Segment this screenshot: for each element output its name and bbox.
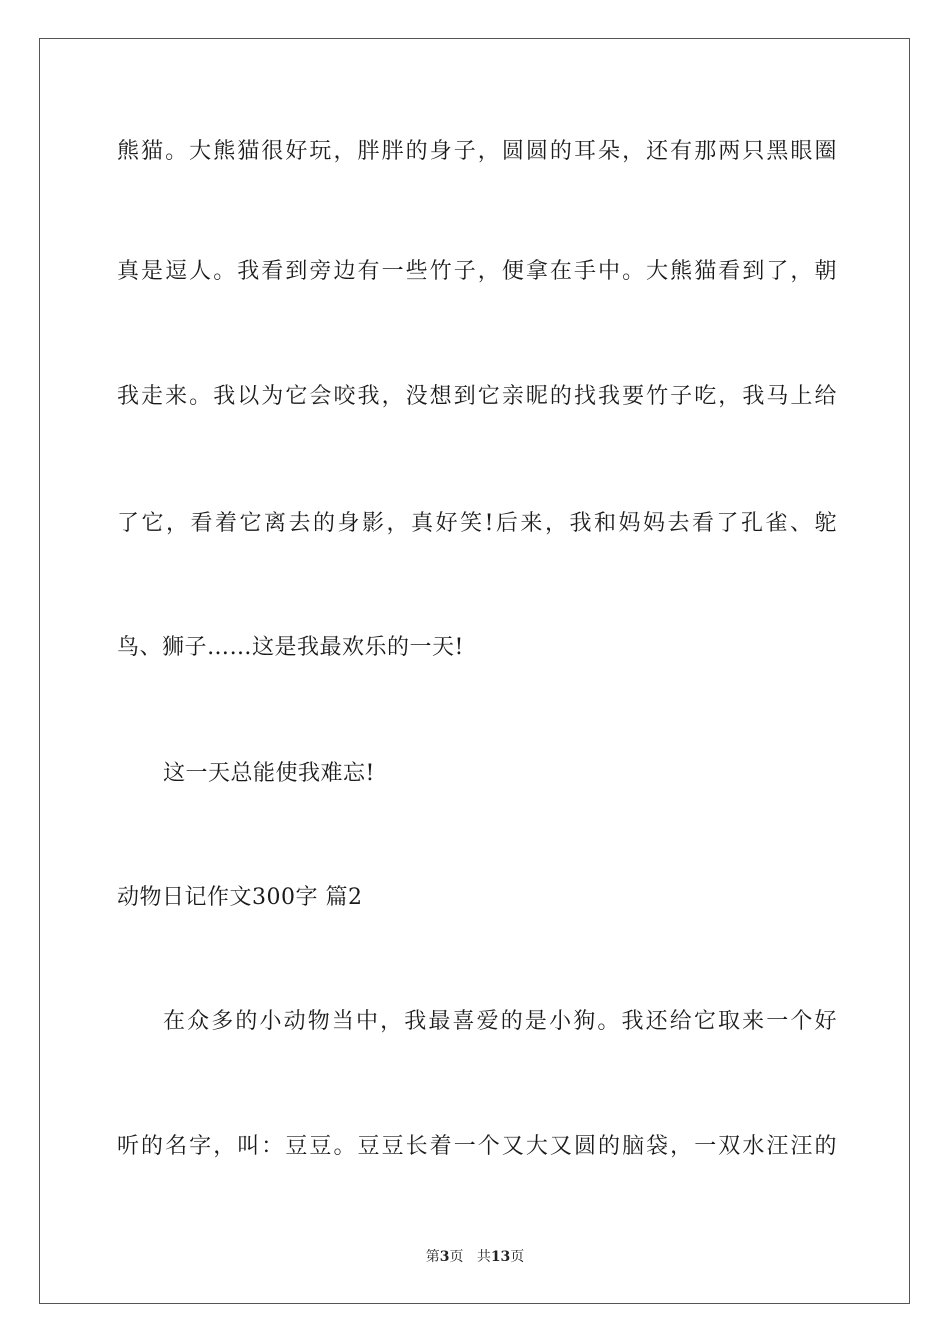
total-suffix: 页	[510, 1249, 525, 1265]
section-heading: 动物日记作文300字 篇2	[117, 885, 363, 910]
body-line: 听的名字，叫：豆豆。豆豆长着一个又大又圆的脑袋，一双水汪汪的	[117, 1134, 837, 1159]
page-footer	[0, 1247, 950, 1267]
body-line: 我走来。我以为它会咬我，没想到它亲昵的找我要竹子吃，我马上给	[117, 384, 837, 409]
page-frame	[39, 38, 910, 1304]
body-line: 鸟、狮子……这是我最欢乐的一天!	[117, 635, 464, 660]
paragraph-line: 在众多的小动物当中，我最喜爱的是小狗。我还给它取来一个好	[163, 1009, 837, 1034]
paragraph-line: 这一天总能使我难忘!	[163, 761, 375, 786]
page-prefix: 第	[425, 1249, 440, 1265]
page-suffix: 页	[449, 1249, 464, 1265]
page-number: 3	[439, 1249, 450, 1265]
total-pages: 13	[490, 1249, 511, 1265]
total-prefix: 共	[476, 1249, 491, 1265]
body-line: 熊猫。大熊猫很好玩，胖胖的身子，圆圆的耳朵，还有那两只黑眼圈	[117, 139, 837, 164]
body-line: 真是逗人。我看到旁边有一些竹子，便拿在手中。大熊猫看到了，朝	[117, 259, 837, 284]
body-line: 了它，看着它离去的身影，真好笑!后来，我和妈妈去看了孔雀、鸵	[117, 511, 837, 536]
